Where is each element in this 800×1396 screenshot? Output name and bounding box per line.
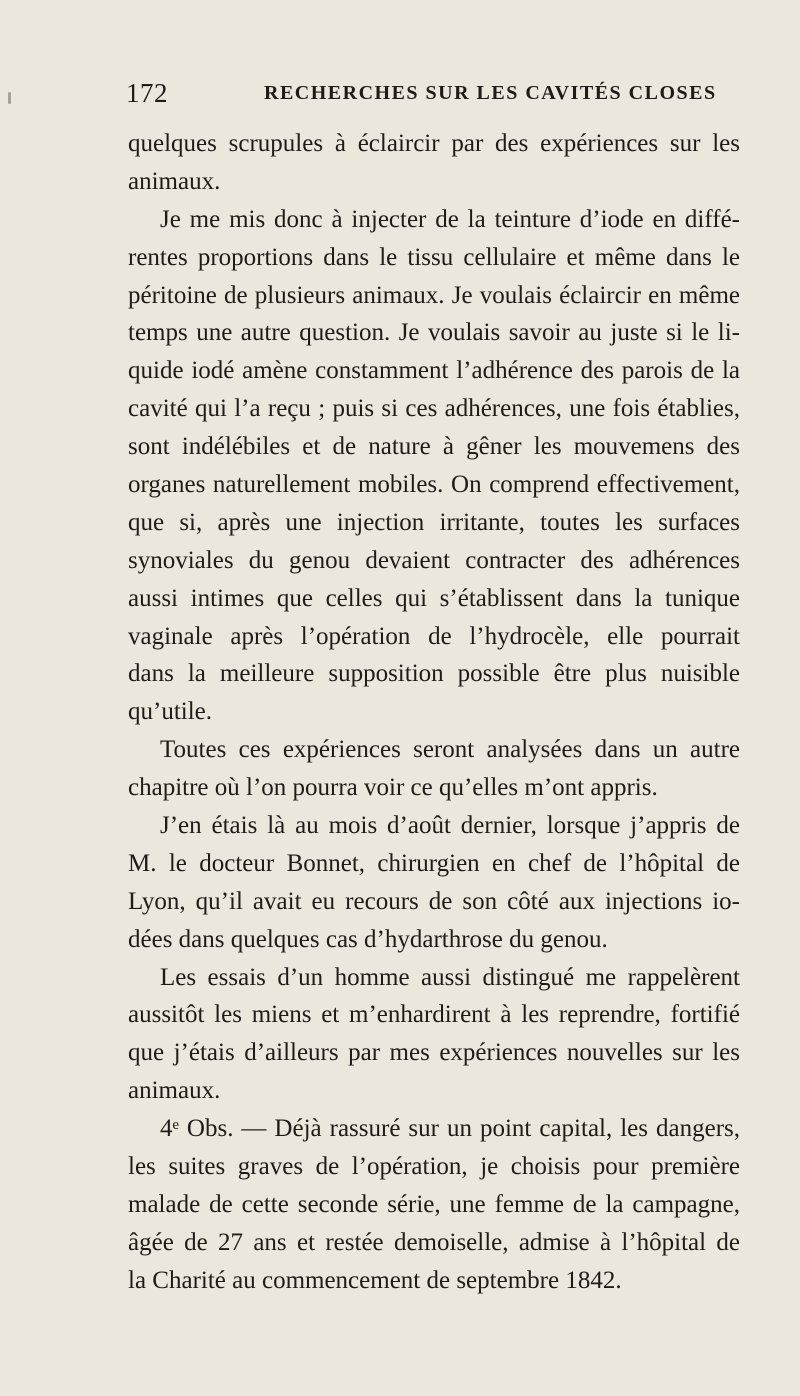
text-line: M. le docteur Bonnet, chirurgien en chef de l’hôpital de: [128, 849, 740, 877]
text-line: qu’utile.: [128, 698, 213, 726]
text-line: chapitre où l’on pourra voir ce qu’elles m’ont appris.: [128, 774, 658, 802]
text-line: J’en étais là au mois d’août dernier, lorsque j’appris de: [160, 812, 740, 840]
text-line: la Charité au commencement de septembre 1842.: [128, 1266, 622, 1294]
text-line: synoviales du genou devaient contracter des adhérences: [128, 546, 740, 574]
text-line: rentes proportions dans le tissu cellulaire et même dans le: [128, 243, 740, 271]
text-line: cavité qui l’a reçu ; puis si ces adhérences, une fois établies,: [128, 395, 740, 423]
text-line: temps une autre question. Je voulais savoir au juste si le li-: [128, 319, 740, 347]
text-line: animaux.: [128, 1077, 221, 1105]
text-line: vaginale après l’opération de l’hydrocèle, elle pourrait: [128, 622, 740, 650]
text-line: aussitôt les miens et m’enhardirent à les reprendre, fortifié: [128, 1001, 740, 1029]
paper-speck: [8, 92, 11, 104]
text-line: quelques scrupules à éclaircir par des expériences sur les: [128, 130, 740, 157]
text-line: animaux.: [128, 167, 221, 195]
text-line: sont indélébiles et de nature à gêner les mouvemens des: [128, 433, 740, 461]
page-number: 172: [126, 78, 168, 108]
text-line: âgée de 27 ans et restée demoiselle, admise à l’hôpital de: [128, 1228, 740, 1256]
text-line: dées dans quelques cas d’hydarthrose du genou.: [128, 925, 608, 953]
text-line: péritoine de plusieurs animaux. Je voulais éclaircir en même: [128, 281, 740, 309]
text-line: Je me mis donc à injecter de la teinture d’iode en diffé-: [160, 205, 740, 233]
text-line: que j’étais d’ailleurs par mes expériences nouvelles sur les: [128, 1039, 740, 1067]
text-line: quide iodé amène constamment l’adhérence des parois de la: [128, 357, 740, 385]
text-line: que si, après une injection irritante, toutes les surfaces: [128, 508, 740, 536]
text-line: Toutes ces expériences seront analysées dans un autre: [160, 736, 740, 764]
text-line: Les essais d’un homme aussi distingué me rappelèrent: [160, 963, 740, 991]
text-line: dans la meilleure supposition possible être plus nuisible: [128, 660, 740, 688]
running-title: RECHERCHES SUR LES CAVITÉS CLOSES: [264, 82, 717, 104]
running-head: [126, 70, 746, 110]
text-line: aussi intimes que celles qui s’établissent dans la tunique: [128, 584, 740, 612]
text-line: les suites graves de l’opération, je choisis pour première: [128, 1153, 740, 1181]
text-line: 4ᵉ Obs. — Déjà rassuré sur un point capital, les dangers,: [160, 1115, 740, 1143]
text-line: organes naturellement mobiles. On comprend effectivement,: [128, 471, 740, 499]
text-line: malade de cette seconde série, une femme de la campagne,: [128, 1190, 740, 1218]
text-line: Lyon, qu’il avait eu recours de son côté aux injections io-: [128, 887, 740, 915]
body-text: [128, 125, 740, 1300]
